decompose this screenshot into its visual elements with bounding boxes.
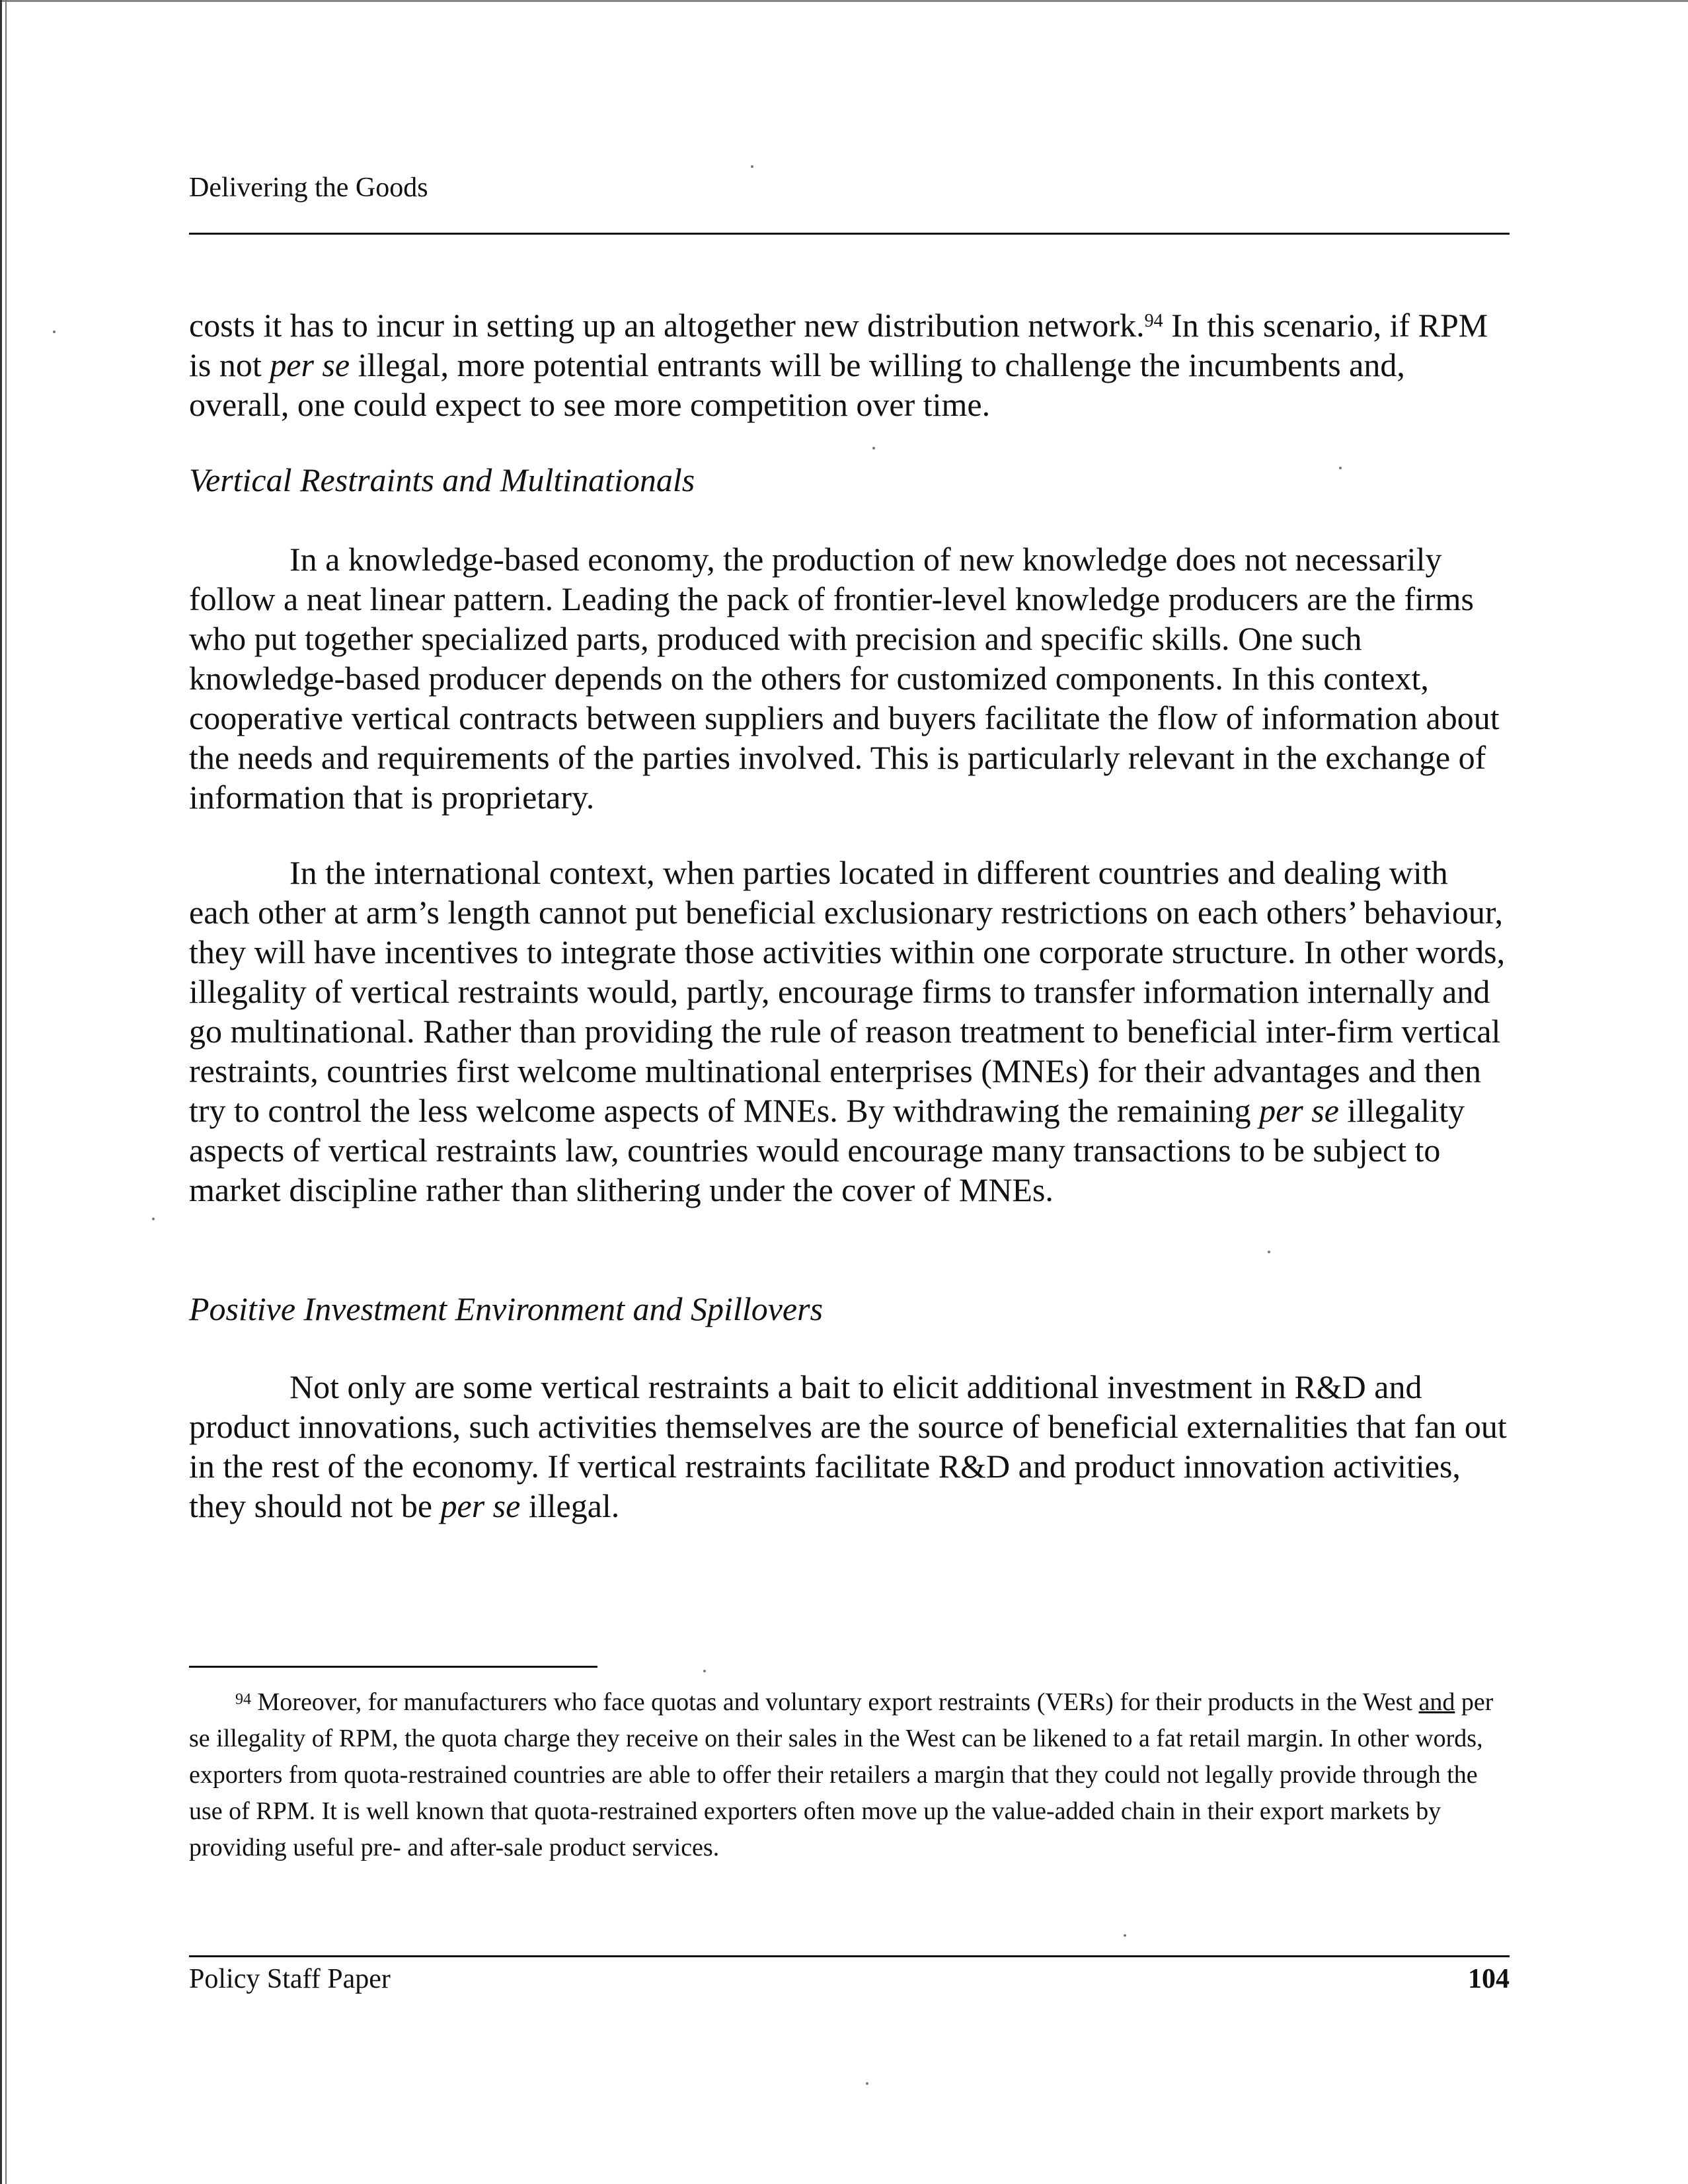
scan-speck — [1124, 1934, 1126, 1937]
scan-left-edge — [0, 0, 7, 2184]
footnote-text-a: Moreover, for manufacturers who face quotas and voluntary export restraints (VERs) for their products in the West — [251, 1688, 1419, 1716]
paragraph-1-emphasis: per se — [270, 346, 350, 383]
section-heading-spillovers: Positive Investment Environment and Spillovers — [189, 1290, 824, 1327]
footnote-separator — [189, 1666, 597, 1668]
paragraph-3-part-a: In the international context, when parties located in different countries and dealing with each other at arm’s length cannot put beneficial exclusionary restrictions on each others’ behaviour, they will have incentives to integrate those activities within one corporate structure. In other words, illegality of vertical restraints would, partly, encourage firms to transfer information internally and go multinational. Rather than providing the rule of reason treatment to beneficial inter-firm vertical restraints, countries first welcome multinational enterprises (MNEs) for their advantages and then try to control the less welcome aspects of MNEs. By withdrawing the remaining — [189, 854, 1506, 1129]
scan-speck — [872, 447, 875, 449]
footnote-underlined-word: and — [1418, 1688, 1455, 1716]
page-number: 104 — [1468, 1964, 1510, 1994]
paragraph-3 — [189, 853, 1511, 1210]
footnote-number: 94 — [235, 1691, 251, 1708]
section-heading-multinationals: Vertical Restraints and Multinationals — [189, 461, 695, 498]
footnote-reference[interactable]: 94 — [1144, 311, 1163, 331]
running-header: Delivering the Goods — [189, 173, 428, 203]
footer-publication: Policy Staff Paper — [189, 1964, 391, 1994]
scan-speck — [1268, 1251, 1270, 1253]
scan-speck — [703, 1670, 706, 1672]
scan-top-edge — [0, 0, 1688, 2]
paragraph-4-part-b: illegal. — [520, 1487, 620, 1524]
header-rule — [189, 233, 1510, 235]
paragraph-1-part-b: In this scenario, if RPM is not — [189, 307, 1488, 383]
paragraph-1-part-c: illegal, more potential entrants will be willing to challenge the incumbents and, overall, one could expect to see more competition over time. — [189, 346, 1405, 423]
scan-speck — [152, 1218, 155, 1220]
scan-speck — [751, 165, 753, 168]
footnote-94 — [189, 1684, 1510, 1866]
scan-speck — [1339, 467, 1342, 469]
scan-speck — [866, 2082, 868, 2085]
paragraph-3-emphasis: per se — [1259, 1092, 1339, 1129]
paragraph-3-part-b: illegality aspects of vertical restraints law, countries would encourage many transactions to be subject to market discipline rather than slithering under the cover of MNEs. — [189, 1092, 1465, 1208]
paragraph-4 — [189, 1367, 1511, 1526]
paragraph-1 — [189, 305, 1511, 424]
footnote-text-b: per se illegality of RPM, the quota charge they receive on their sales in the West can be likened to a fat retail margin. In other words, exporters from quota-restrained countries are able to offer their retailers a margin that they could not legally provide through the use of RPM. It is well known that quota-restrained exporters often move up the value-added chain in their export markets by providing useful pre- and after-sale product services. — [189, 1688, 1494, 1861]
scan-speck — [53, 331, 56, 333]
paragraph-1-part-a: costs it has to incur in setting up an altogether new distribution network. — [189, 307, 1145, 344]
paragraph-4-part-a: Not only are some vertical restraints a bait to elicit additional investment in R&D and product innovations, such activities themselves are the source of beneficial externalities that fan out in the rest of the economy. If vertical restraints facilitate R&D and product innovation activities, they should not be — [189, 1368, 1507, 1524]
footer-rule — [189, 1955, 1510, 1957]
paragraph-2: In a knowledge-based economy, the production of new knowledge does not necessarily follow a neat linear pattern. Leading the pack of frontier-level knowledge producers are the firms who put together specialized parts, produced with precision and specific skills. One such knowledge-based producer depends on the others for customized components. In this context, cooperative vertical contracts between suppliers and buyers facilitate the flow of information about the needs and requirements of the parties involved. This is particularly relevant in the exchange of information that is proprietary. — [189, 541, 1500, 816]
paragraph-4-emphasis: per se — [440, 1487, 521, 1524]
